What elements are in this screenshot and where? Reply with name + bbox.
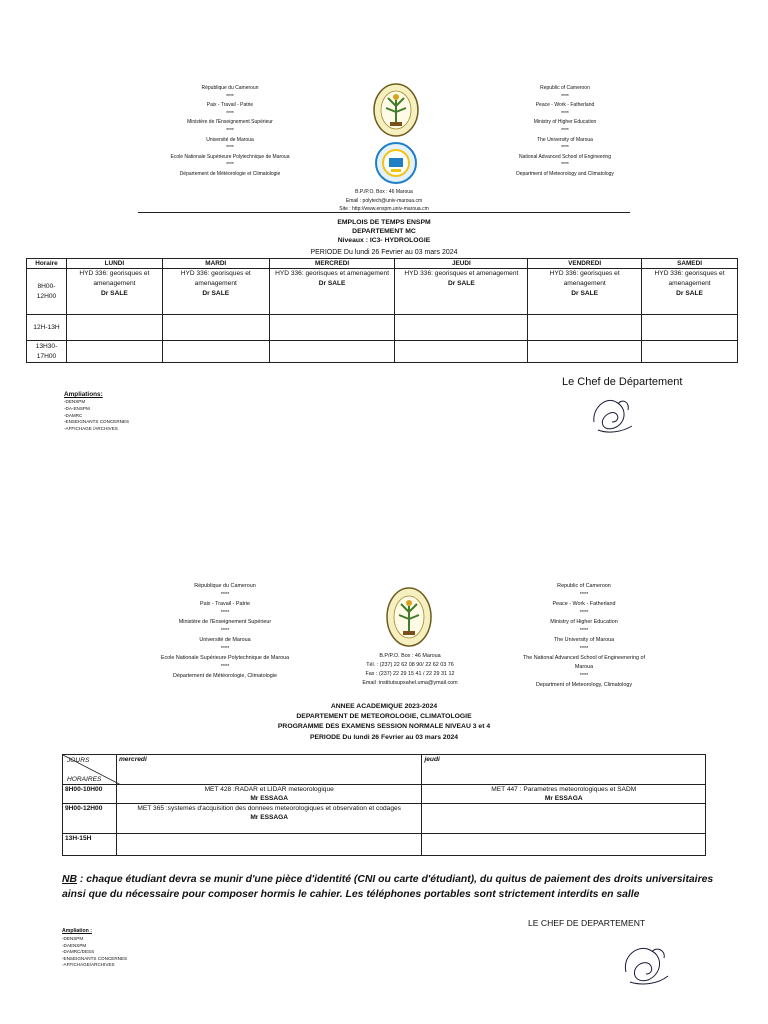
ampliation-item-line: -ENSEIGNANTS CONCERNES xyxy=(64,419,130,425)
doc1-contact xyxy=(300,188,468,214)
title-line: DEPARTEMENT MC xyxy=(352,228,416,235)
header-left-line: Ecole Nationale Supérieure Polytechnique de Maroua xyxy=(160,655,290,661)
column-header: VENDREDI xyxy=(528,259,642,269)
title-line: EMPLOIS DE TEMPS ENSPM xyxy=(337,219,431,226)
header-right-line: Ministry of Higher Education xyxy=(550,619,618,625)
doc2-contact xyxy=(330,652,490,688)
time-slot: 9H00-12H00 xyxy=(63,804,117,834)
contact-line: Fax : (237) 22 29 15 41 / 22 29 31 12 xyxy=(365,671,455,677)
course-name: HYD 336: georisques et amenagement xyxy=(180,270,251,287)
course-name: HYD 336: georisques et amenagement xyxy=(79,270,150,287)
col-mercredi: mercredi xyxy=(116,755,422,785)
doc2-title xyxy=(220,702,548,743)
header-left-line: Ministère de l'Enseignement Supérieur xyxy=(178,619,272,625)
contact-line: Email : polytech@univ-maroua.cm xyxy=(345,197,423,204)
exam-teacher: Mr ESSAGA xyxy=(250,795,289,802)
teacher-name: Dr SALE xyxy=(202,290,230,297)
header-left-line: **** xyxy=(220,628,230,634)
doc1-header-right xyxy=(485,84,645,179)
doc2-chef-label: LE CHEF DE DEPARTEMENT xyxy=(528,918,646,928)
header-left-line: Ministère de l'Enseignement Supérieur xyxy=(187,119,273,126)
doc2-header-right xyxy=(490,582,678,690)
header-right-line: Peace - Work - Fatherland xyxy=(535,102,595,109)
header-right-line: The University of Maroua xyxy=(553,637,615,643)
header-right-line: **** xyxy=(561,145,569,152)
timetable-cell xyxy=(642,315,738,341)
doc2-ampliations-title: Ampliation : xyxy=(62,928,92,934)
exam-cell xyxy=(116,834,422,856)
table-row xyxy=(63,804,706,834)
column-header: SAMEDI xyxy=(642,259,738,269)
course-name: HYD 336: georisques et amenagement xyxy=(275,270,390,277)
nb-text: : chaque étudiant devra se munir d'une pièce d'identité (CNI ou carte d'étudiant), du quitus de paiement des droits universitaires ainsi que du nécessaire pour composer hormis le cahier. Les téléphones portables sont strictement interdits en salle xyxy=(62,874,714,900)
teacher-name: Dr SALE xyxy=(571,290,599,297)
header-right-line: **** xyxy=(579,673,589,679)
header-left-line: **** xyxy=(226,110,234,117)
timetable-cell xyxy=(528,341,642,363)
nb-label: NB xyxy=(62,874,78,885)
doc1-chef-label: Le Chef de Département xyxy=(562,376,683,388)
header-right-line: Department of Meteorology and Climatology xyxy=(516,170,614,177)
exam-cell xyxy=(116,785,422,804)
exam-cell xyxy=(422,785,706,804)
ampliation-item-line: -DENSPM xyxy=(64,399,86,404)
doc2-header-left xyxy=(130,582,320,681)
exam-teacher: Mr ESSAGA xyxy=(544,795,583,802)
nb-note xyxy=(62,872,722,902)
horaires-label: HORAIRES xyxy=(67,776,102,783)
timetable-cell xyxy=(528,269,642,315)
contact-line: Email :institutsupsahel.uma@ymail.com xyxy=(362,680,458,686)
university-emblem-logo xyxy=(372,82,420,138)
doc2-ampliations xyxy=(62,936,127,969)
doc1-title xyxy=(250,218,518,245)
header-left-line: Paix - Travail - Patrie xyxy=(206,102,254,109)
header-left-line: **** xyxy=(220,646,230,652)
signature-2 xyxy=(618,938,674,992)
header-left-line: République du Cameroun xyxy=(194,583,256,589)
header-right-line: Department of Meteorology, Climatology xyxy=(535,682,633,688)
doc1-period: PERIODE Du lundi 26 Fevrier au 03 mars 2024 xyxy=(310,249,458,256)
header-left-line: Université de Maroua xyxy=(206,136,254,143)
doc1-ampliations-title: Ampliations: xyxy=(64,391,103,398)
header-left-line: **** xyxy=(226,145,234,152)
university-emblem-logo-2 xyxy=(385,586,433,648)
timetable-cell xyxy=(642,341,738,363)
ampliation-item-line: -AFFICHAGE /ARCHIVES xyxy=(64,426,118,432)
header-left-line: Département de Météorologie, Climatologie xyxy=(173,673,277,679)
timetable-cell xyxy=(269,315,395,341)
header-right-line: Ministry of Higher Education xyxy=(533,119,597,126)
time-slot: 8H00-10H00 xyxy=(63,785,117,804)
header-left-line: Ecole Nationale Supérieure Polytechnique de Maroua xyxy=(170,153,290,160)
ampliation-item-line: -DENSPM xyxy=(62,936,84,941)
course-name: HYD 336: georisques et amenagement xyxy=(404,270,519,277)
title-line: PROGRAMME DES EXAMENS SESSION NORMALE NIVEAU 3 et 4 xyxy=(277,723,491,731)
timetable-cell xyxy=(162,269,269,315)
header-right-line: Maroua xyxy=(574,664,594,670)
table-row xyxy=(63,785,706,804)
school-logo xyxy=(374,141,418,185)
title-line: Niveaux : IC3- HYDROLOGIE xyxy=(337,237,431,244)
teacher-name: Dr SALE xyxy=(676,290,703,297)
doc1-ampliations xyxy=(64,399,129,433)
column-header: LUNDI xyxy=(66,259,162,269)
header-left-line: **** xyxy=(226,127,234,134)
time-slot: 12H-13H xyxy=(27,315,67,341)
header-left-line: **** xyxy=(220,592,230,598)
doc1-timetable xyxy=(26,258,738,363)
diagonal-line xyxy=(63,755,121,785)
header-right-line: The National Advanced School of Engineenering of xyxy=(523,655,645,661)
contact-line: B.P/P.O. Box : 46 Maroua xyxy=(379,653,441,659)
header-right-line: Peace - Work - Fatherland xyxy=(552,601,616,607)
contact-line: B.P./P.O. Box : 46 Maroua xyxy=(355,189,413,195)
timetable-cell xyxy=(395,315,528,341)
header-right-line: Republic of Cameroon xyxy=(540,85,590,91)
ampliation-item-line: -ENSEIGNANTS CONCERNES xyxy=(62,955,128,961)
jours-label: JOURS xyxy=(67,757,90,764)
ampliation-item-line: -DA-ENSPM xyxy=(64,405,90,411)
exam-course: MET 447 : Parametres meteorologiques et SADM xyxy=(491,786,637,793)
exam-cell xyxy=(116,804,422,834)
timetable-cell xyxy=(66,315,162,341)
course-name: HYD 336: georisques et amenagement xyxy=(549,270,620,287)
header-right-line: The University of Maroua xyxy=(537,136,593,143)
column-header: MERCREDI xyxy=(269,259,395,269)
timetable-cell xyxy=(642,269,738,315)
timetable-cell xyxy=(66,269,162,315)
header-right-line: **** xyxy=(579,646,589,652)
column-header: JEUDI xyxy=(395,259,528,269)
timetable-cell xyxy=(162,341,269,363)
header-left-line: Paix - Travail - Patrie xyxy=(199,601,251,607)
header-right-line: **** xyxy=(579,628,589,634)
doc1-header-left xyxy=(150,84,310,179)
timetable-cell xyxy=(269,341,395,363)
course-name: HYD 336: georisques et amenagement xyxy=(654,270,725,287)
signature-1 xyxy=(588,392,636,438)
contact-line: Tél. : (237) 22 62 08 90/ 22 62 03 76 xyxy=(366,662,454,668)
contact-line: Site : http://www.enspm.univ-maroua.cm xyxy=(339,206,429,213)
header-left-line: **** xyxy=(220,664,230,670)
timetable-cell xyxy=(66,341,162,363)
timetable-cell xyxy=(269,269,395,315)
teacher-name: Dr SALE xyxy=(101,290,128,297)
title-line: PERIODE Du lundi 26 Fevrier au 03 mars 2024 xyxy=(309,733,459,741)
exam-cell xyxy=(422,804,706,834)
header-right-line: **** xyxy=(579,592,589,598)
header-left-line: **** xyxy=(226,162,234,169)
header-right-line: **** xyxy=(561,162,569,169)
doc1-divider xyxy=(138,212,630,213)
title-line: ANNEE ACADEMIQUE 2023-2024 xyxy=(330,703,438,710)
timetable-cell xyxy=(395,269,528,315)
column-header: MARDI xyxy=(162,259,269,269)
col-jeudi: jeudi xyxy=(422,755,706,785)
header-right-line: **** xyxy=(579,610,589,616)
ampliation-item-line: -DAMRC xyxy=(64,412,83,418)
doc2-exam-table xyxy=(62,754,706,856)
exam-cell xyxy=(422,834,706,856)
time-slot: 13H30-17H00 xyxy=(27,341,67,363)
time-slot: 8H00-12H00 xyxy=(27,269,67,315)
teacher-name: Dr SALE xyxy=(318,280,346,287)
exam-course: MET 428 :RADAR et LIDAR meteorologique xyxy=(204,786,334,793)
header-left-line: Université de Maroua xyxy=(199,637,251,643)
ampliation-item-line: -DAENSPM xyxy=(62,942,87,948)
header-left-line: **** xyxy=(220,610,230,616)
header-right-line: **** xyxy=(561,127,569,134)
header-right-line: **** xyxy=(561,110,569,117)
jours-horaires-cell xyxy=(63,755,117,785)
ampliation-item-line: -DAMRC/DESS xyxy=(62,949,95,955)
header-right-line: National Advanced School of Engineering xyxy=(518,153,611,160)
header-right-line: **** xyxy=(561,93,569,100)
header-right-line: Republic of Cameroon xyxy=(557,583,611,589)
header-left-line: Département de Météorologie et Climatologie xyxy=(179,170,281,177)
title-line: DEPARTEMENT DE METEOROLOGIE, CLIMATOLOGIE xyxy=(296,713,472,721)
table-row xyxy=(63,834,706,856)
timetable-cell xyxy=(162,315,269,341)
exam-teacher: Mr ESSAGA xyxy=(250,814,289,821)
header-left-line: République du Cameroun xyxy=(201,85,259,91)
time-slot: 13H-15H xyxy=(63,834,117,856)
exam-course: MET 365 :systemes d'acquisition des donnees meteorologiques et observation et codages xyxy=(137,805,401,812)
timetable-cell xyxy=(395,341,528,363)
timetable-cell xyxy=(528,315,642,341)
header-left-line: **** xyxy=(226,93,234,100)
ampliation-item-line: -AFFICHAGE/ARCHIVES xyxy=(62,962,115,968)
teacher-name: Dr SALE xyxy=(447,280,475,287)
column-header: Horaire xyxy=(27,259,67,269)
